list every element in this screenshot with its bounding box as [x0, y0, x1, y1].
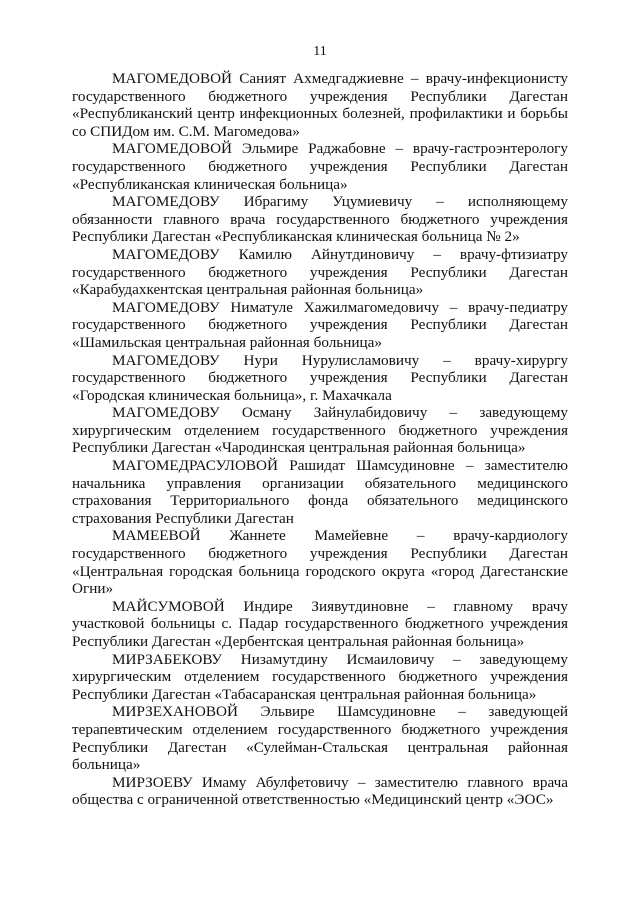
- list-item: МАЙСУМОВОЙ Индире Зиявутдиновне – главному врачу участковой больницы с. Падар государственного бюджетного учреждения Республики Дагестан «Дербентская центральная районная больница»: [72, 597, 568, 650]
- list-item: МИРЗАБЕКОВУ Низамутдину Исмаиловичу – заведующему хирургическим отделением государственного бюджетного учреждения Республики Дагестан «Табасаранская центральная районная больница»: [72, 650, 568, 703]
- list-item: МАГОМЕДОВОЙ Эльмире Раджабовне – врачу-гастроэнтерологу государственного бюджетного учреждения Республики Дагестан «Республиканская клиническая больница»: [72, 140, 568, 193]
- page-number: 11: [313, 44, 327, 59]
- list-item: МАМЕЕВОЙ Жаннете Мамейевне – врачу-кардиологу государственного бюджетного учреждения Республики Дагестан «Центральная городская больница городского округа «город Дагестанские Огни»: [72, 527, 568, 598]
- list-item: МАГОМЕДОВУ Осману Зайнулабидовичу – заведующему хирургическим отделением государственного бюджетного учреждения Республики Дагестан «Чародинская центральная районная больница»: [72, 404, 568, 457]
- list-item: МИРЗОЕВУ Имаму Абулфетовичу – заместителю главного врача общества с ограниченной ответственностью «Медицинский центр «ЭОС»: [72, 773, 568, 809]
- list-item: МАГОМЕДОВУ Камилю Айнутдиновичу – врачу-фтизиатру государственного бюджетного учреждения Республики Дагестан «Карабудахкентская центральная районная больница»: [72, 245, 568, 299]
- list-item: МАГОМЕДОВОЙ Саният Ахмедгаджиевне – врачу-инфекционисту государственного бюджетного учреждения Республики Дагестан «Республиканский центр инфекционных болезней, профилактики и борьбы со СПИДом им. С.М. Магомедова»: [72, 70, 568, 140]
- list-item: МАГОМЕДРАСУЛОВОЙ Рашидат Шамсудиновне – заместителю начальника управления организации обязательного медицинского страхования Территориального фонда обязательного медицинского страхования Республики Дагестан: [72, 457, 568, 527]
- list-item: МАГОМЕДОВУ Ниматуле Хажилмагомедовичу – врачу-педиатру государственного бюджетного учреждения Республики Дагестан «Шамильская центральная районная больница»: [72, 298, 568, 351]
- award-list: [72, 70, 568, 809]
- list-item: МАГОМЕДОВУ Нури Нурулисламовичу – врачу-хирургу государственного бюджетного учреждения Республики Дагестан «Городская клиническая больница», г. Махачкала: [72, 351, 568, 404]
- list-item: МИРЗЕХАНОВОЙ Эльвире Шамсудиновне – заведующей терапевтическим отделением государственного бюджетного учреждения Республики Дагестан «Сулейман-Стальская центральная районная больница»: [72, 703, 568, 774]
- list-item: МАГОМЕДОВУ Ибрагиму Уцумиевичу – исполняющему обязанности главного врача государственного бюджетного учреждения Республики Дагестан «Республиканская клиническая больница № 2»: [72, 193, 568, 246]
